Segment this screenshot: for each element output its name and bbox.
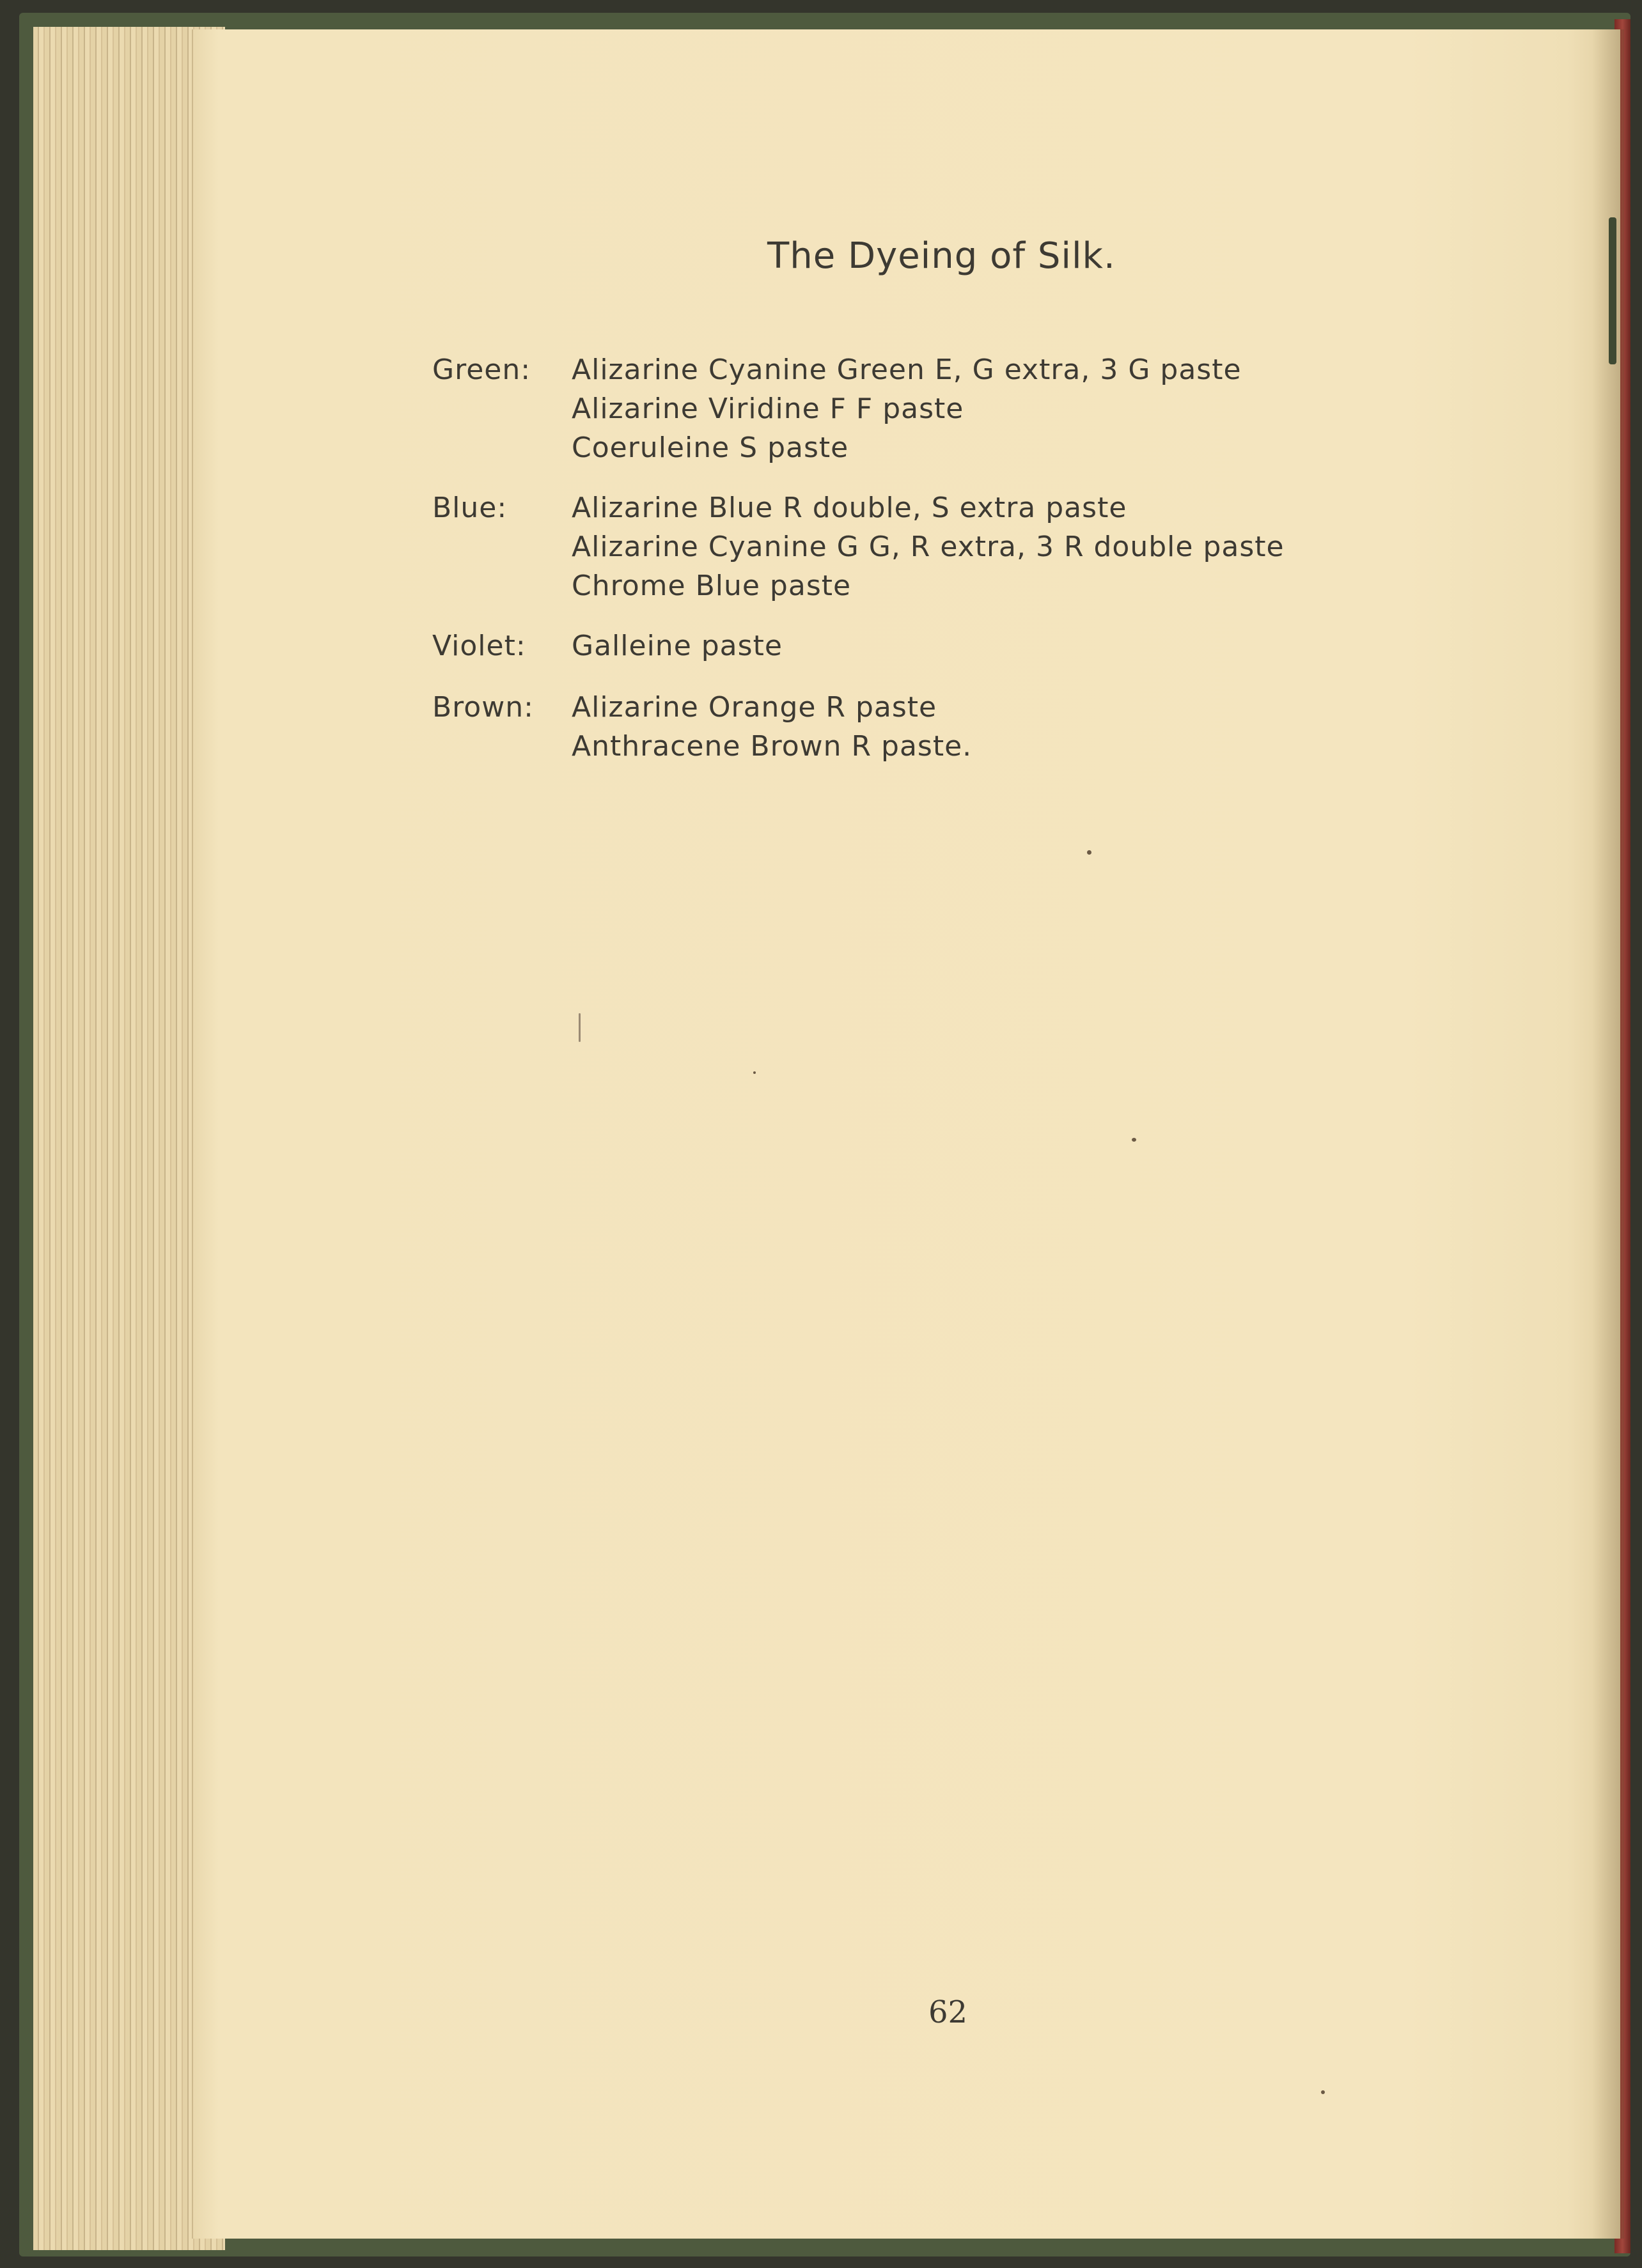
entry-line: Alizarine Orange R paste xyxy=(572,691,937,724)
paper-speck xyxy=(1087,850,1091,855)
entry-lines xyxy=(572,350,1242,467)
entry-label: Green: xyxy=(432,353,531,386)
entry-line: Alizarine Blue R double, S extra paste xyxy=(572,492,1127,524)
page-number: 62 xyxy=(928,1994,968,2030)
page-title: The Dyeing of Silk. xyxy=(767,235,1116,277)
paper-speck xyxy=(1132,1138,1136,1142)
entry-lines xyxy=(572,688,972,766)
entry-label: Blue: xyxy=(432,492,508,524)
entry-lines xyxy=(572,626,783,665)
entry-label: Violet: xyxy=(432,630,526,662)
entry-label: Brown: xyxy=(432,691,534,724)
paper-speck xyxy=(1321,2090,1325,2094)
entry-line: Alizarine Viridine F F paste xyxy=(572,392,964,425)
entry-line: Chrome Blue paste xyxy=(572,570,852,602)
entry-line: Alizarine Cyanine Green E, G extra, 3 G paste xyxy=(572,353,1242,386)
paper-mark xyxy=(579,1013,581,1042)
entry-line: Galleine paste xyxy=(572,630,783,662)
entry-line: Anthracene Brown R paste. xyxy=(572,730,973,763)
entry-lines xyxy=(572,488,1285,605)
entry-line: Alizarine Cyanine G G, R extra, 3 R double paste xyxy=(572,531,1285,563)
entry-line: Coeruleine S paste xyxy=(572,431,849,464)
paper-speck xyxy=(753,1071,756,1074)
